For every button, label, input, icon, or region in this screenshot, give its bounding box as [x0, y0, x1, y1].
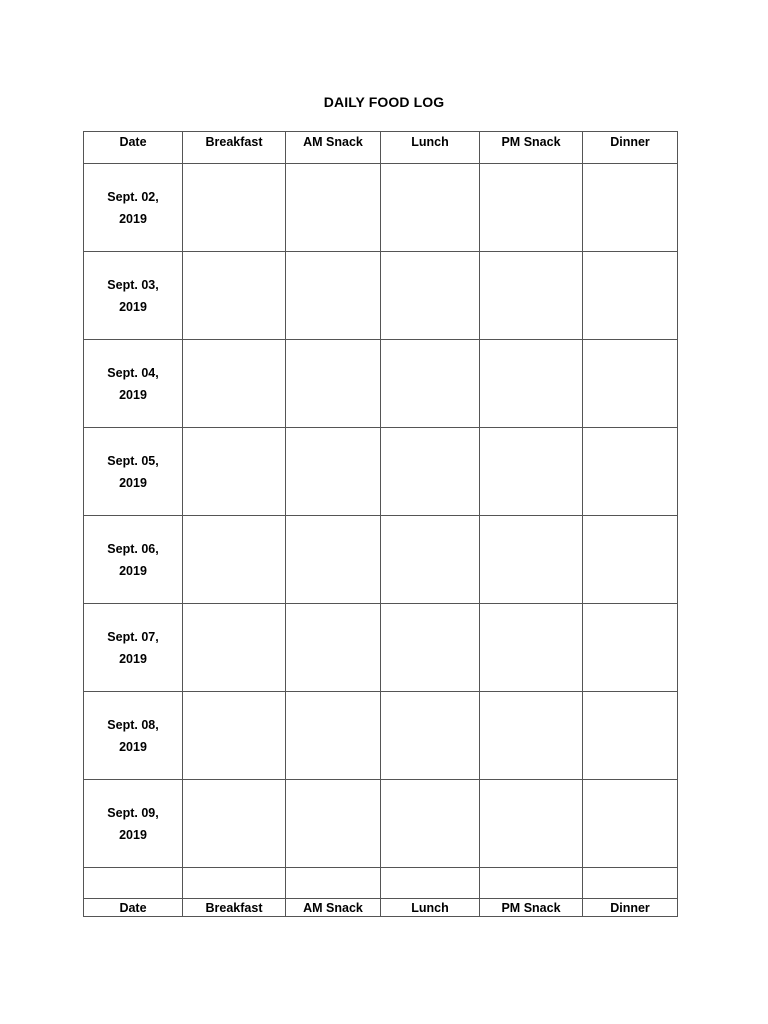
dinner-entry-cell[interactable] — [583, 692, 678, 780]
lunch-entry-cell[interactable] — [381, 780, 480, 868]
blank-row — [84, 868, 678, 899]
dinner-entry-cell[interactable] — [583, 780, 678, 868]
blank-cell — [84, 868, 183, 899]
dinner-entry-cell[interactable] — [583, 604, 678, 692]
am-snack-entry-cell[interactable] — [286, 516, 381, 604]
date-cell — [84, 604, 183, 692]
breakfast-entry-cell[interactable] — [183, 604, 286, 692]
am-snack-entry-cell[interactable] — [286, 340, 381, 428]
am-snack-entry-cell[interactable] — [286, 604, 381, 692]
breakfast-entry-cell[interactable] — [183, 252, 286, 340]
footer-header-row — [84, 899, 678, 917]
footer-header-date: Date — [84, 899, 183, 917]
header-breakfast: Breakfast — [183, 132, 286, 164]
pm-snack-entry-cell[interactable] — [480, 428, 583, 516]
pm-snack-entry-cell[interactable] — [480, 692, 583, 780]
date-cell — [84, 780, 183, 868]
table-row — [84, 692, 678, 780]
table-row — [84, 428, 678, 516]
header-am-snack: AM Snack — [286, 132, 381, 164]
date-label: Sept. 09, — [107, 805, 159, 820]
dinner-entry-cell[interactable] — [583, 340, 678, 428]
date-label: Sept. 04, — [107, 365, 159, 380]
footer-header-breakfast: Breakfast — [183, 899, 286, 917]
date-cell — [84, 164, 183, 252]
date-year: 2019 — [119, 211, 147, 226]
date-year: 2019 — [119, 739, 147, 754]
date-cell — [84, 516, 183, 604]
blank-cell — [480, 868, 583, 899]
date-label: Sept. 05, — [107, 453, 159, 468]
pm-snack-entry-cell[interactable] — [480, 780, 583, 868]
date-cell — [84, 428, 183, 516]
lunch-entry-cell[interactable] — [381, 604, 480, 692]
footer-header-dinner: Dinner — [583, 899, 678, 917]
pm-snack-entry-cell[interactable] — [480, 164, 583, 252]
food-log-table — [83, 131, 678, 917]
dinner-entry-cell[interactable] — [583, 516, 678, 604]
date-year: 2019 — [119, 387, 147, 402]
date-cell — [84, 340, 183, 428]
am-snack-entry-cell[interactable] — [286, 428, 381, 516]
footer-header-lunch: Lunch — [381, 899, 480, 917]
blank-cell — [183, 868, 286, 899]
pm-snack-entry-cell[interactable] — [480, 604, 583, 692]
header-dinner: Dinner — [583, 132, 678, 164]
breakfast-entry-cell[interactable] — [183, 516, 286, 604]
pm-snack-entry-cell[interactable] — [480, 516, 583, 604]
table-row — [84, 604, 678, 692]
blank-cell — [286, 868, 381, 899]
table-row — [84, 252, 678, 340]
footer-header-am-snack: AM Snack — [286, 899, 381, 917]
page-title: DAILY FOOD LOG — [323, 94, 445, 110]
date-cell — [84, 692, 183, 780]
dinner-entry-cell[interactable] — [583, 252, 678, 340]
blank-cell — [381, 868, 480, 899]
breakfast-entry-cell[interactable] — [183, 164, 286, 252]
footer-header-pm-snack: PM Snack — [480, 899, 583, 917]
date-label: Sept. 07, — [107, 629, 159, 644]
blank-cell — [583, 868, 678, 899]
lunch-entry-cell[interactable] — [381, 692, 480, 780]
table-row — [84, 164, 678, 252]
am-snack-entry-cell[interactable] — [286, 252, 381, 340]
date-year: 2019 — [119, 299, 147, 314]
lunch-entry-cell[interactable] — [381, 340, 480, 428]
am-snack-entry-cell[interactable] — [286, 692, 381, 780]
am-snack-entry-cell[interactable] — [286, 164, 381, 252]
dinner-entry-cell[interactable] — [583, 428, 678, 516]
dinner-entry-cell[interactable] — [583, 164, 678, 252]
date-year: 2019 — [119, 563, 147, 578]
breakfast-entry-cell[interactable] — [183, 780, 286, 868]
date-year: 2019 — [119, 475, 147, 490]
pm-snack-entry-cell[interactable] — [480, 340, 583, 428]
breakfast-entry-cell[interactable] — [183, 692, 286, 780]
header-lunch: Lunch — [381, 132, 480, 164]
header-pm-snack: PM Snack — [480, 132, 583, 164]
date-label: Sept. 02, — [107, 189, 159, 204]
breakfast-entry-cell[interactable] — [183, 340, 286, 428]
header-date: Date — [84, 132, 183, 164]
date-label: Sept. 06, — [107, 541, 159, 556]
table-row — [84, 340, 678, 428]
date-year: 2019 — [119, 651, 147, 666]
lunch-entry-cell[interactable] — [381, 516, 480, 604]
breakfast-entry-cell[interactable] — [183, 428, 286, 516]
date-label: Sept. 08, — [107, 717, 159, 732]
pm-snack-entry-cell[interactable] — [480, 252, 583, 340]
table-row — [84, 516, 678, 604]
lunch-entry-cell[interactable] — [381, 164, 480, 252]
lunch-entry-cell[interactable] — [381, 252, 480, 340]
date-label: Sept. 03, — [107, 277, 159, 292]
date-year: 2019 — [119, 827, 147, 842]
date-cell — [84, 252, 183, 340]
header-row — [84, 132, 678, 164]
table-row — [84, 780, 678, 868]
am-snack-entry-cell[interactable] — [286, 780, 381, 868]
lunch-entry-cell[interactable] — [381, 428, 480, 516]
